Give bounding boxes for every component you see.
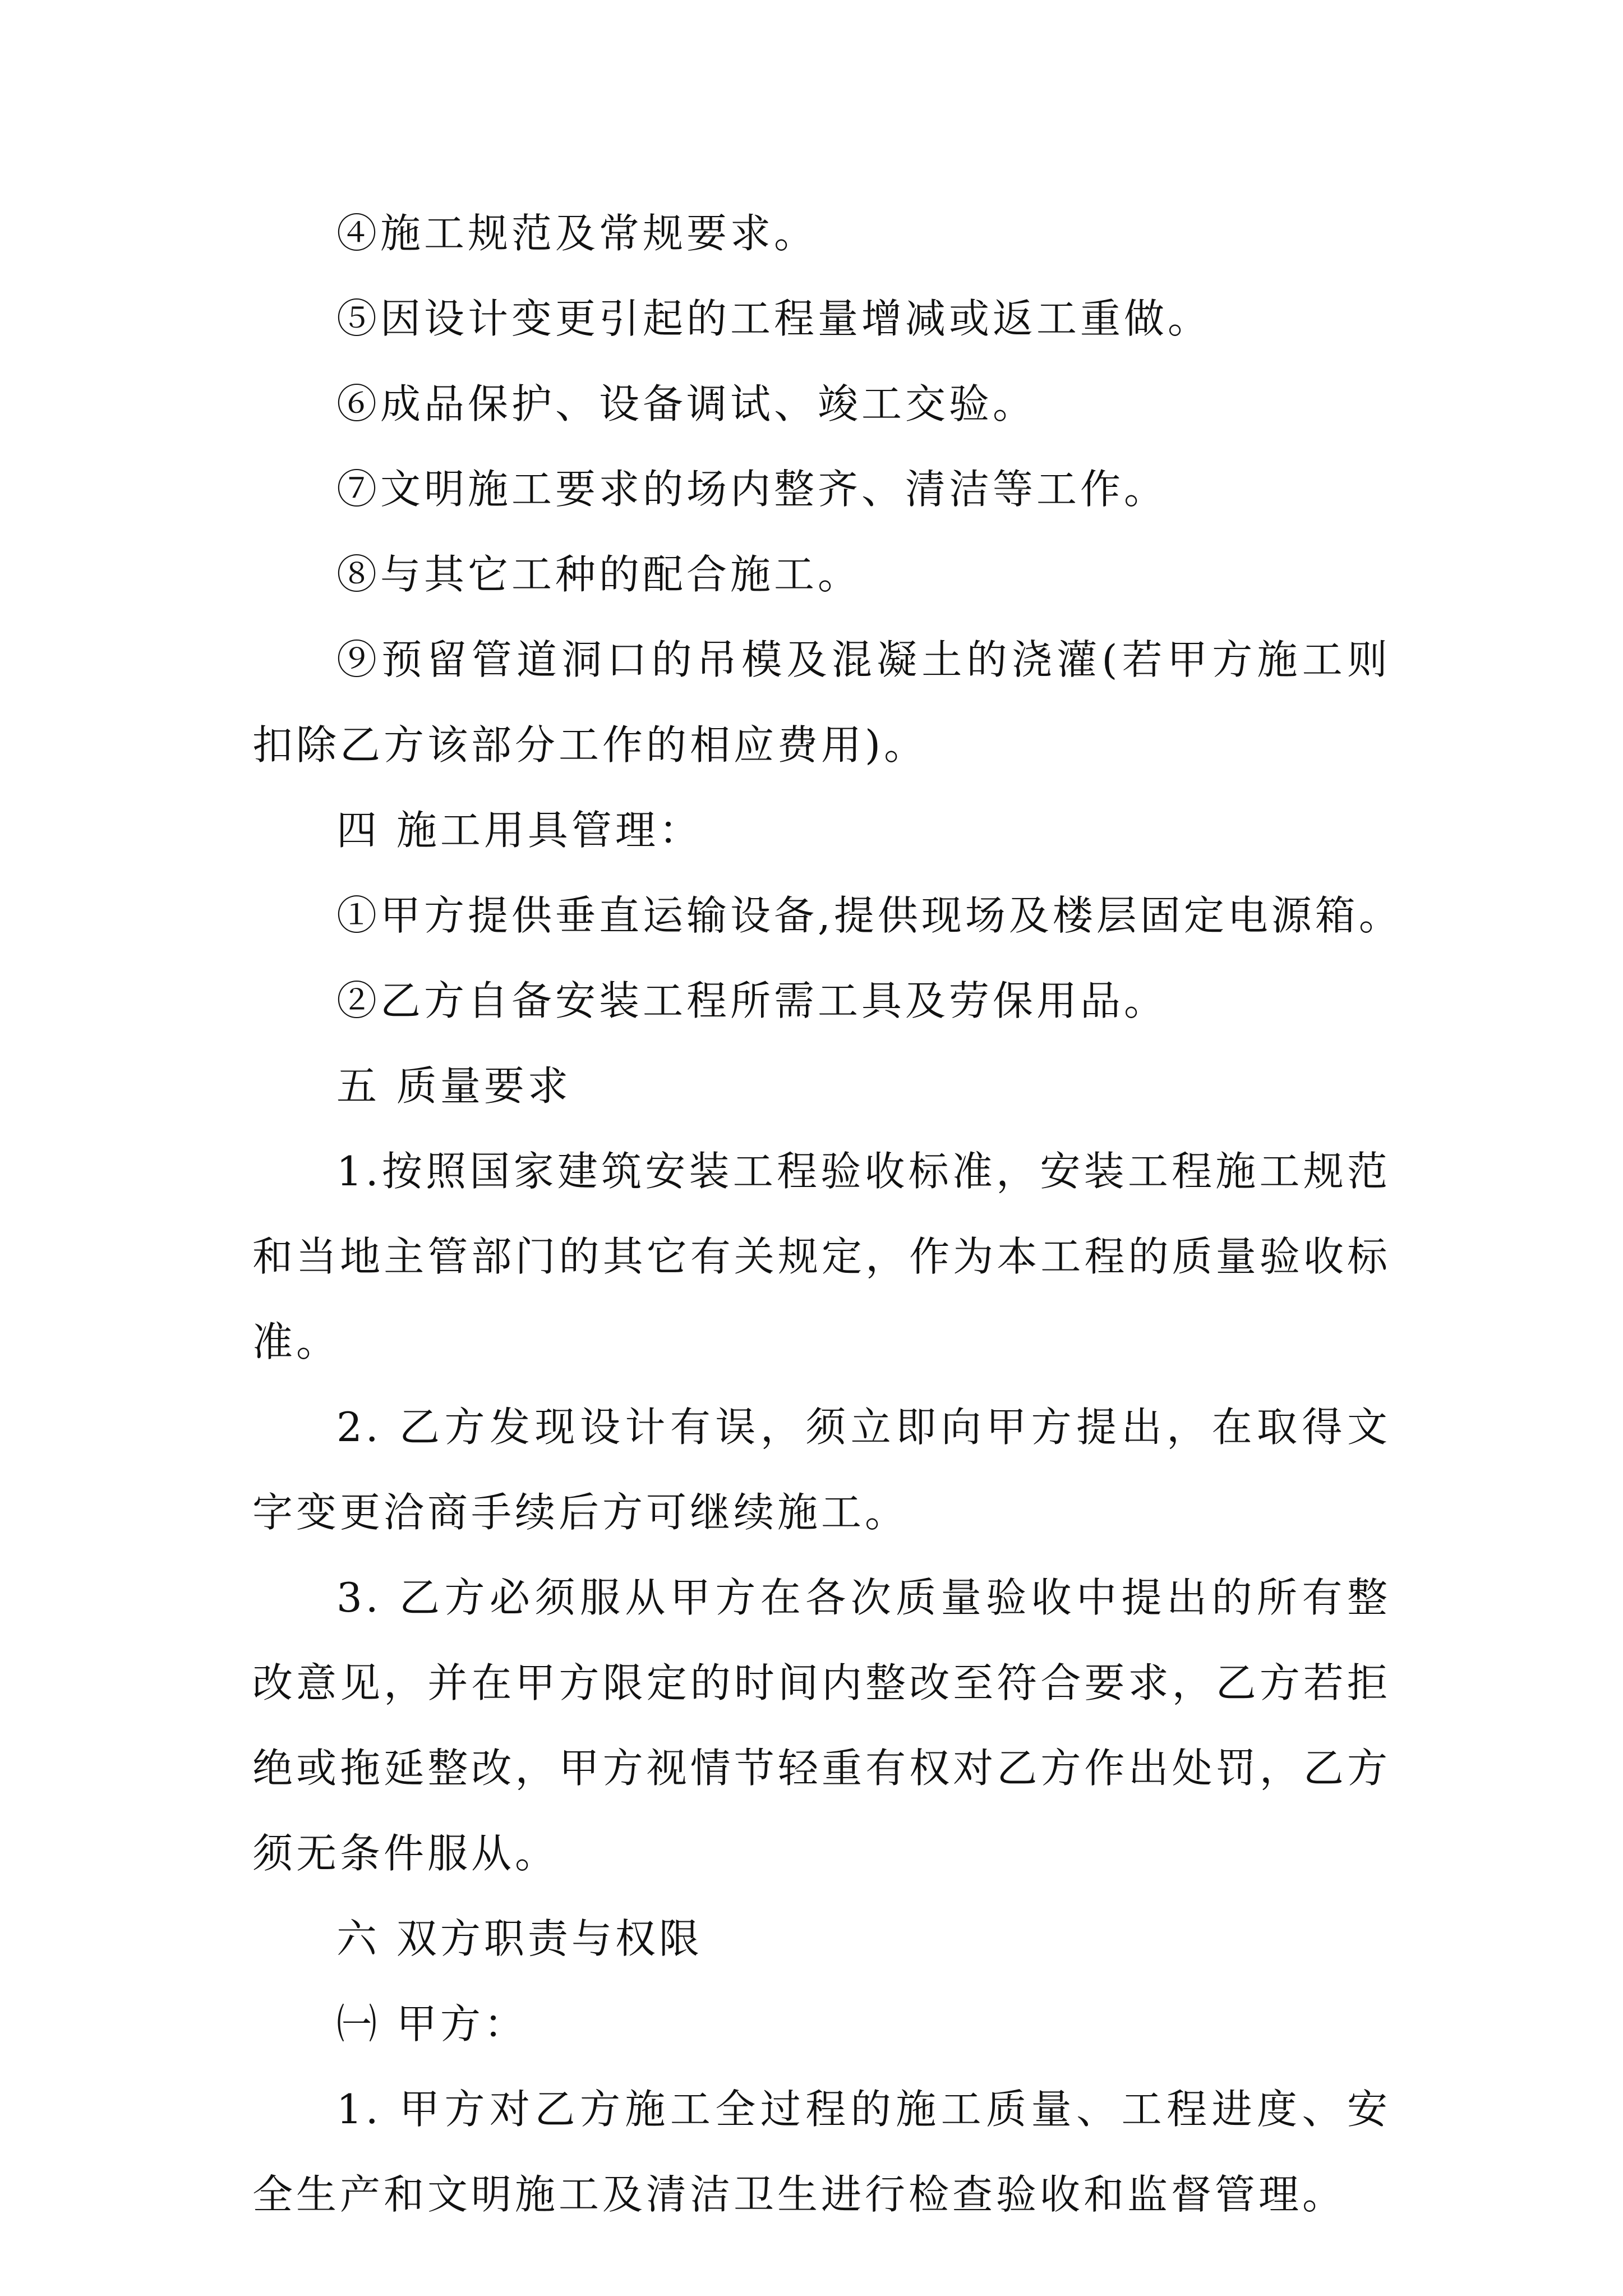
quality-item-1-line-3: 准。 (252, 1318, 340, 1365)
tool-item-2: ②乙方自备安装工程所需工具及劳保用品。 (336, 977, 1168, 1024)
section-heading-4: 四 施工用具管理： (336, 807, 703, 854)
list-item-6: ⑥成品保护、设备调试、竣工交验。 (336, 380, 1037, 427)
document-body (252, 191, 1403, 2237)
tool-item-1: ①甲方提供垂直运输设备,提供现场及楼层固定电源箱。 (336, 892, 1403, 939)
list-item-4: ④施工规范及常规要求。 (336, 210, 818, 257)
list-item-9-line-2: 扣除乙方该部分工作的相应费用)。 (252, 721, 928, 769)
party-a-item-1-line-1: 1. 甲方对乙方施工全过程的施工质量、工程进度、安 (336, 2086, 1391, 2133)
party-a-item-1-line-2: 全生产和文明施工及清洁卫生进行检查验收和监督管理。 (252, 2171, 1347, 2218)
section-heading-6: 六 双方职责与权限 (336, 1915, 703, 1962)
quality-item-3-line-2: 改意见，并在甲方限定的时间内整改至符合要求，乙方若拒 (252, 1659, 1391, 1706)
list-item-8: ⑧与其它工种的配合施工。 (336, 551, 862, 598)
list-item-5: ⑤因设计变更引起的工程量增减或返工重做。 (336, 295, 1212, 342)
quality-item-3-line-4: 须无条件服从。 (252, 1830, 559, 1877)
section-heading-5: 五 质量要求 (336, 1062, 571, 1110)
subsection-heading-party-a: ㈠ 甲方： (336, 2000, 528, 2047)
quality-item-2-line-1: 2. 乙方发现设计有误，须立即向甲方提出，在取得文 (336, 1404, 1391, 1451)
quality-item-3-line-1: 3. 乙方必须服从甲方在各次质量验收中提出的所有整 (336, 1574, 1391, 1621)
list-item-7: ⑦文明施工要求的场内整齐、清洁等工作。 (336, 466, 1168, 513)
quality-item-2-line-2: 字变更洽商手续后方可继续施工。 (252, 1489, 909, 1536)
quality-item-1-line-1: 1.按照国家建筑安装工程验收标准，安装工程施工规范 (336, 1148, 1391, 1195)
quality-item-1-line-2: 和当地主管部门的其它有关规定，作为本工程的质量验收标 (252, 1233, 1391, 1280)
list-item-9-line-1: ⑨预留管道洞口的吊模及混凝土的浇灌(若甲方施工则 (336, 636, 1391, 683)
quality-item-3-line-3: 绝或拖延整改，甲方视情节轻重有权对乙方作出处罚，乙方 (252, 1745, 1391, 1792)
